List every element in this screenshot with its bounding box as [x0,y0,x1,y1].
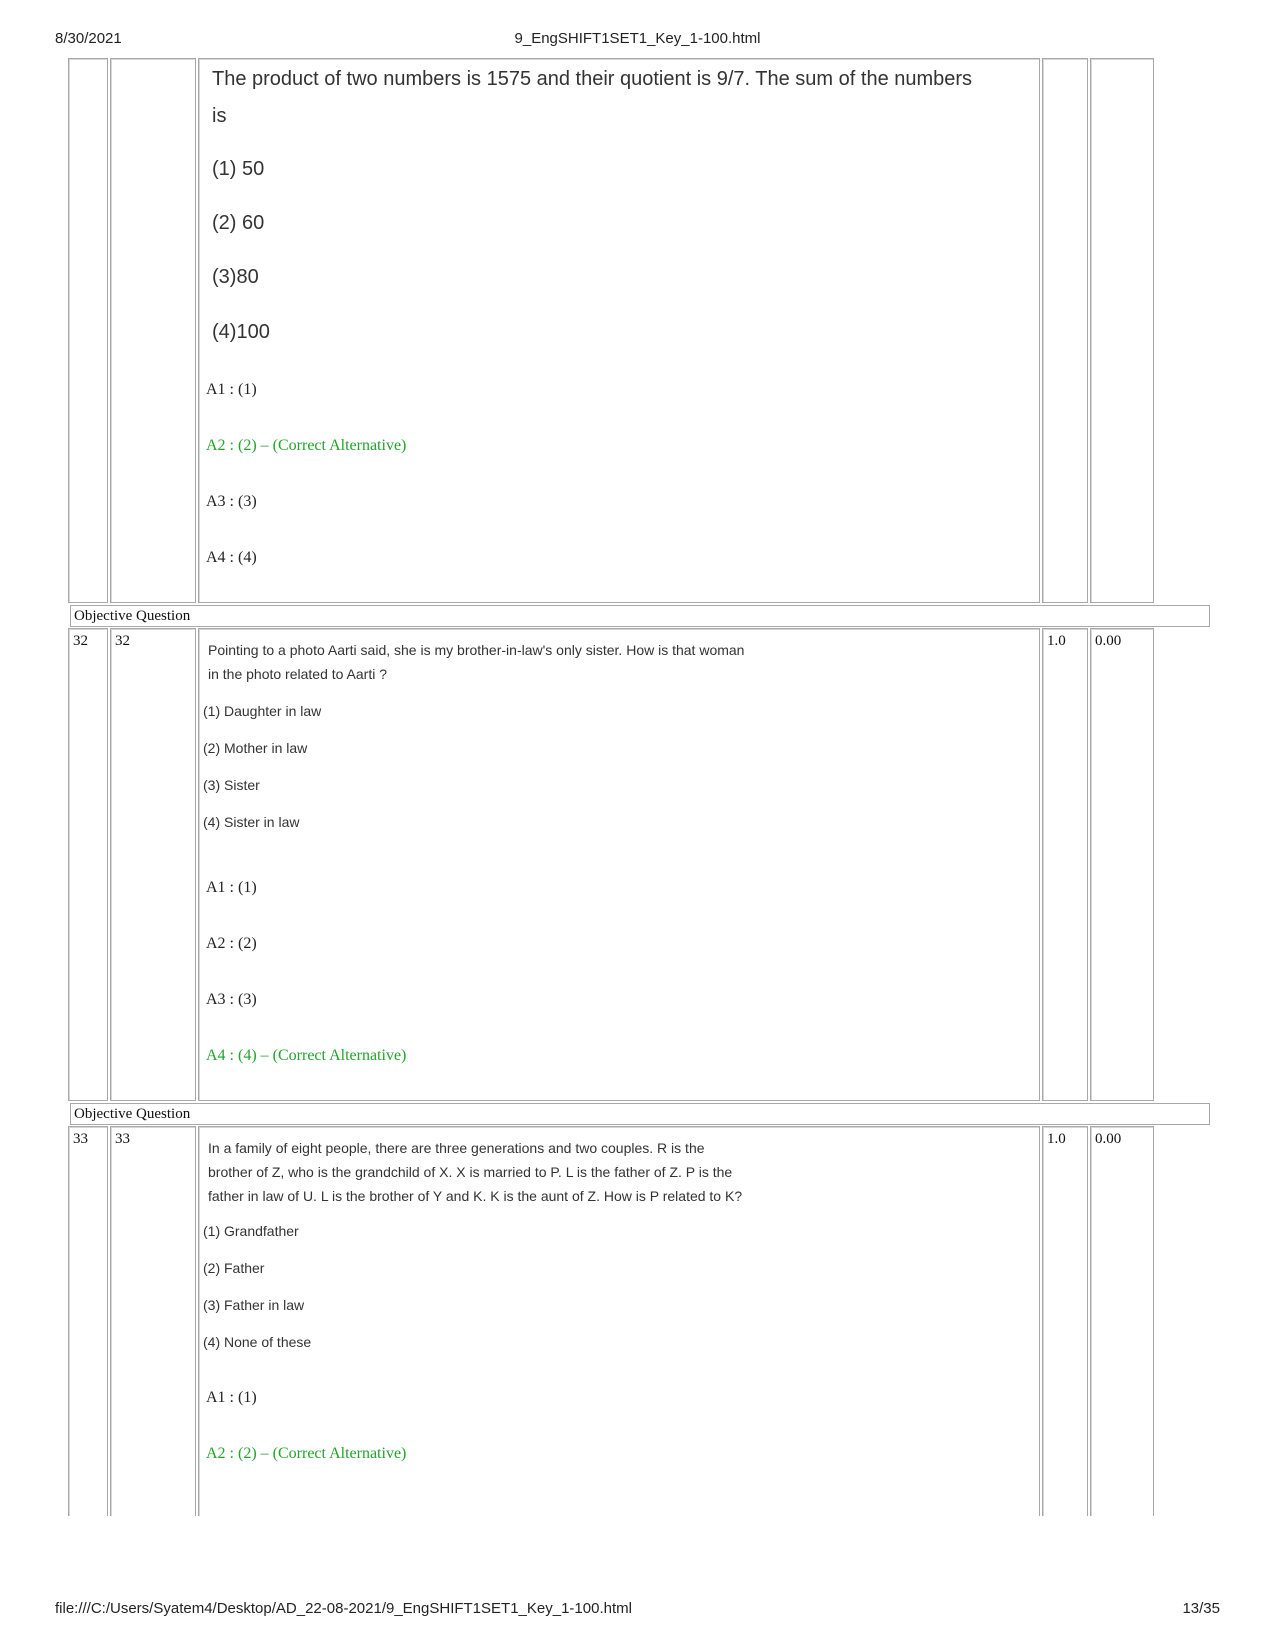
q32-option-2: (2) Mother in law [203,740,308,756]
q32-answer-1: A1 : (1) [206,879,257,896]
q32-answer-2: A2 : (2) [206,935,257,952]
q33-negative-cell: 0.00 [1090,1126,1154,1516]
q31-negative-cell [1090,58,1154,603]
q32-question-line1: Pointing to a photo Aarti said, she is my brother-in-law's only sister. How is that woman [208,642,745,658]
q33-qid-cell: 33 [110,1126,196,1516]
q32-qid-cell: 32 [110,628,196,1101]
q32-option-1: (1) Daughter in law [203,703,322,719]
q31-sno-cell [68,58,108,603]
q32-content-cell [198,628,1040,1101]
q33-option-3: (3) Father in law [203,1297,305,1313]
q33-marks-cell: 1.0 [1042,1126,1088,1516]
q31-option-3: (3)80 [212,266,259,288]
q31-answer-4: A4 : (4) [206,549,257,566]
q31-qid-cell [110,58,196,603]
q31-option-1: (1) 50 [212,158,265,180]
q32-option-4: (4) Sister in law [203,814,300,830]
q32-answer-4-correct: A4 : (4) – (Correct Alternative) [206,1047,407,1064]
q33-question-line3: father in law of U. L is the brother of Y and K. K is the aunt of Z. How is P related to K? [208,1188,743,1204]
q33-option-4: (4) None of these [203,1334,312,1350]
q31-option-4: (4)100 [212,321,270,343]
q31-answer-1: A1 : (1) [206,381,257,398]
q31-answer-2-correct: A2 : (2) – (Correct Alternative) [206,437,407,454]
q33-answer-1: A1 : (1) [206,1389,257,1406]
q33-question-line2: brother of Z, who is the grandchild of X. X is married to P. L is the father of Z. P is the [208,1164,733,1180]
q32-negative-cell: 0.00 [1090,628,1154,1101]
q32-option-3: (3) Sister [203,777,260,793]
q33-option-2: (2) Father [203,1260,265,1276]
print-header [55,30,1220,52]
q33-sno-cell: 33 [68,1126,108,1516]
q33-answer-2-correct: A2 : (2) – (Correct Alternative) [206,1445,407,1462]
q33-option-1: (1) Grandfather [203,1223,299,1239]
q32-sno-cell: 32 [68,628,108,1101]
q33-section-label: Objective Question [70,1103,1210,1125]
q32-question-line2: in the photo related to Aarti ? [208,666,388,682]
print-date: 8/30/2021 [55,30,122,47]
q31-question-line1: The product of two numbers is 1575 and their quotient is 9/7. The sum of the numbers [212,68,973,90]
q32-answer-3: A3 : (3) [206,991,257,1008]
q33-question-line1: In a family of eight people, there are three generations and two couples. R is the [208,1140,705,1156]
q31-marks-cell [1042,58,1088,603]
q31-content-cell [198,58,1040,603]
q31-option-2: (2) 60 [212,212,265,234]
file-path: file:///C:/Users/Syatem4/Desktop/AD_22-08-2021/9_EngSHIFT1SET1_Key_1-100.html [55,1600,632,1617]
document-title: 9_EngSHIFT1SET1_Key_1-100.html [514,30,761,47]
q32-section-label: Objective Question [70,605,1210,627]
q31-question-line2: is [212,105,227,127]
print-footer [55,1600,1220,1622]
page-number: 13/35 [1182,1600,1220,1617]
q31-answer-3: A3 : (3) [206,493,257,510]
q32-marks-cell: 1.0 [1042,628,1088,1101]
